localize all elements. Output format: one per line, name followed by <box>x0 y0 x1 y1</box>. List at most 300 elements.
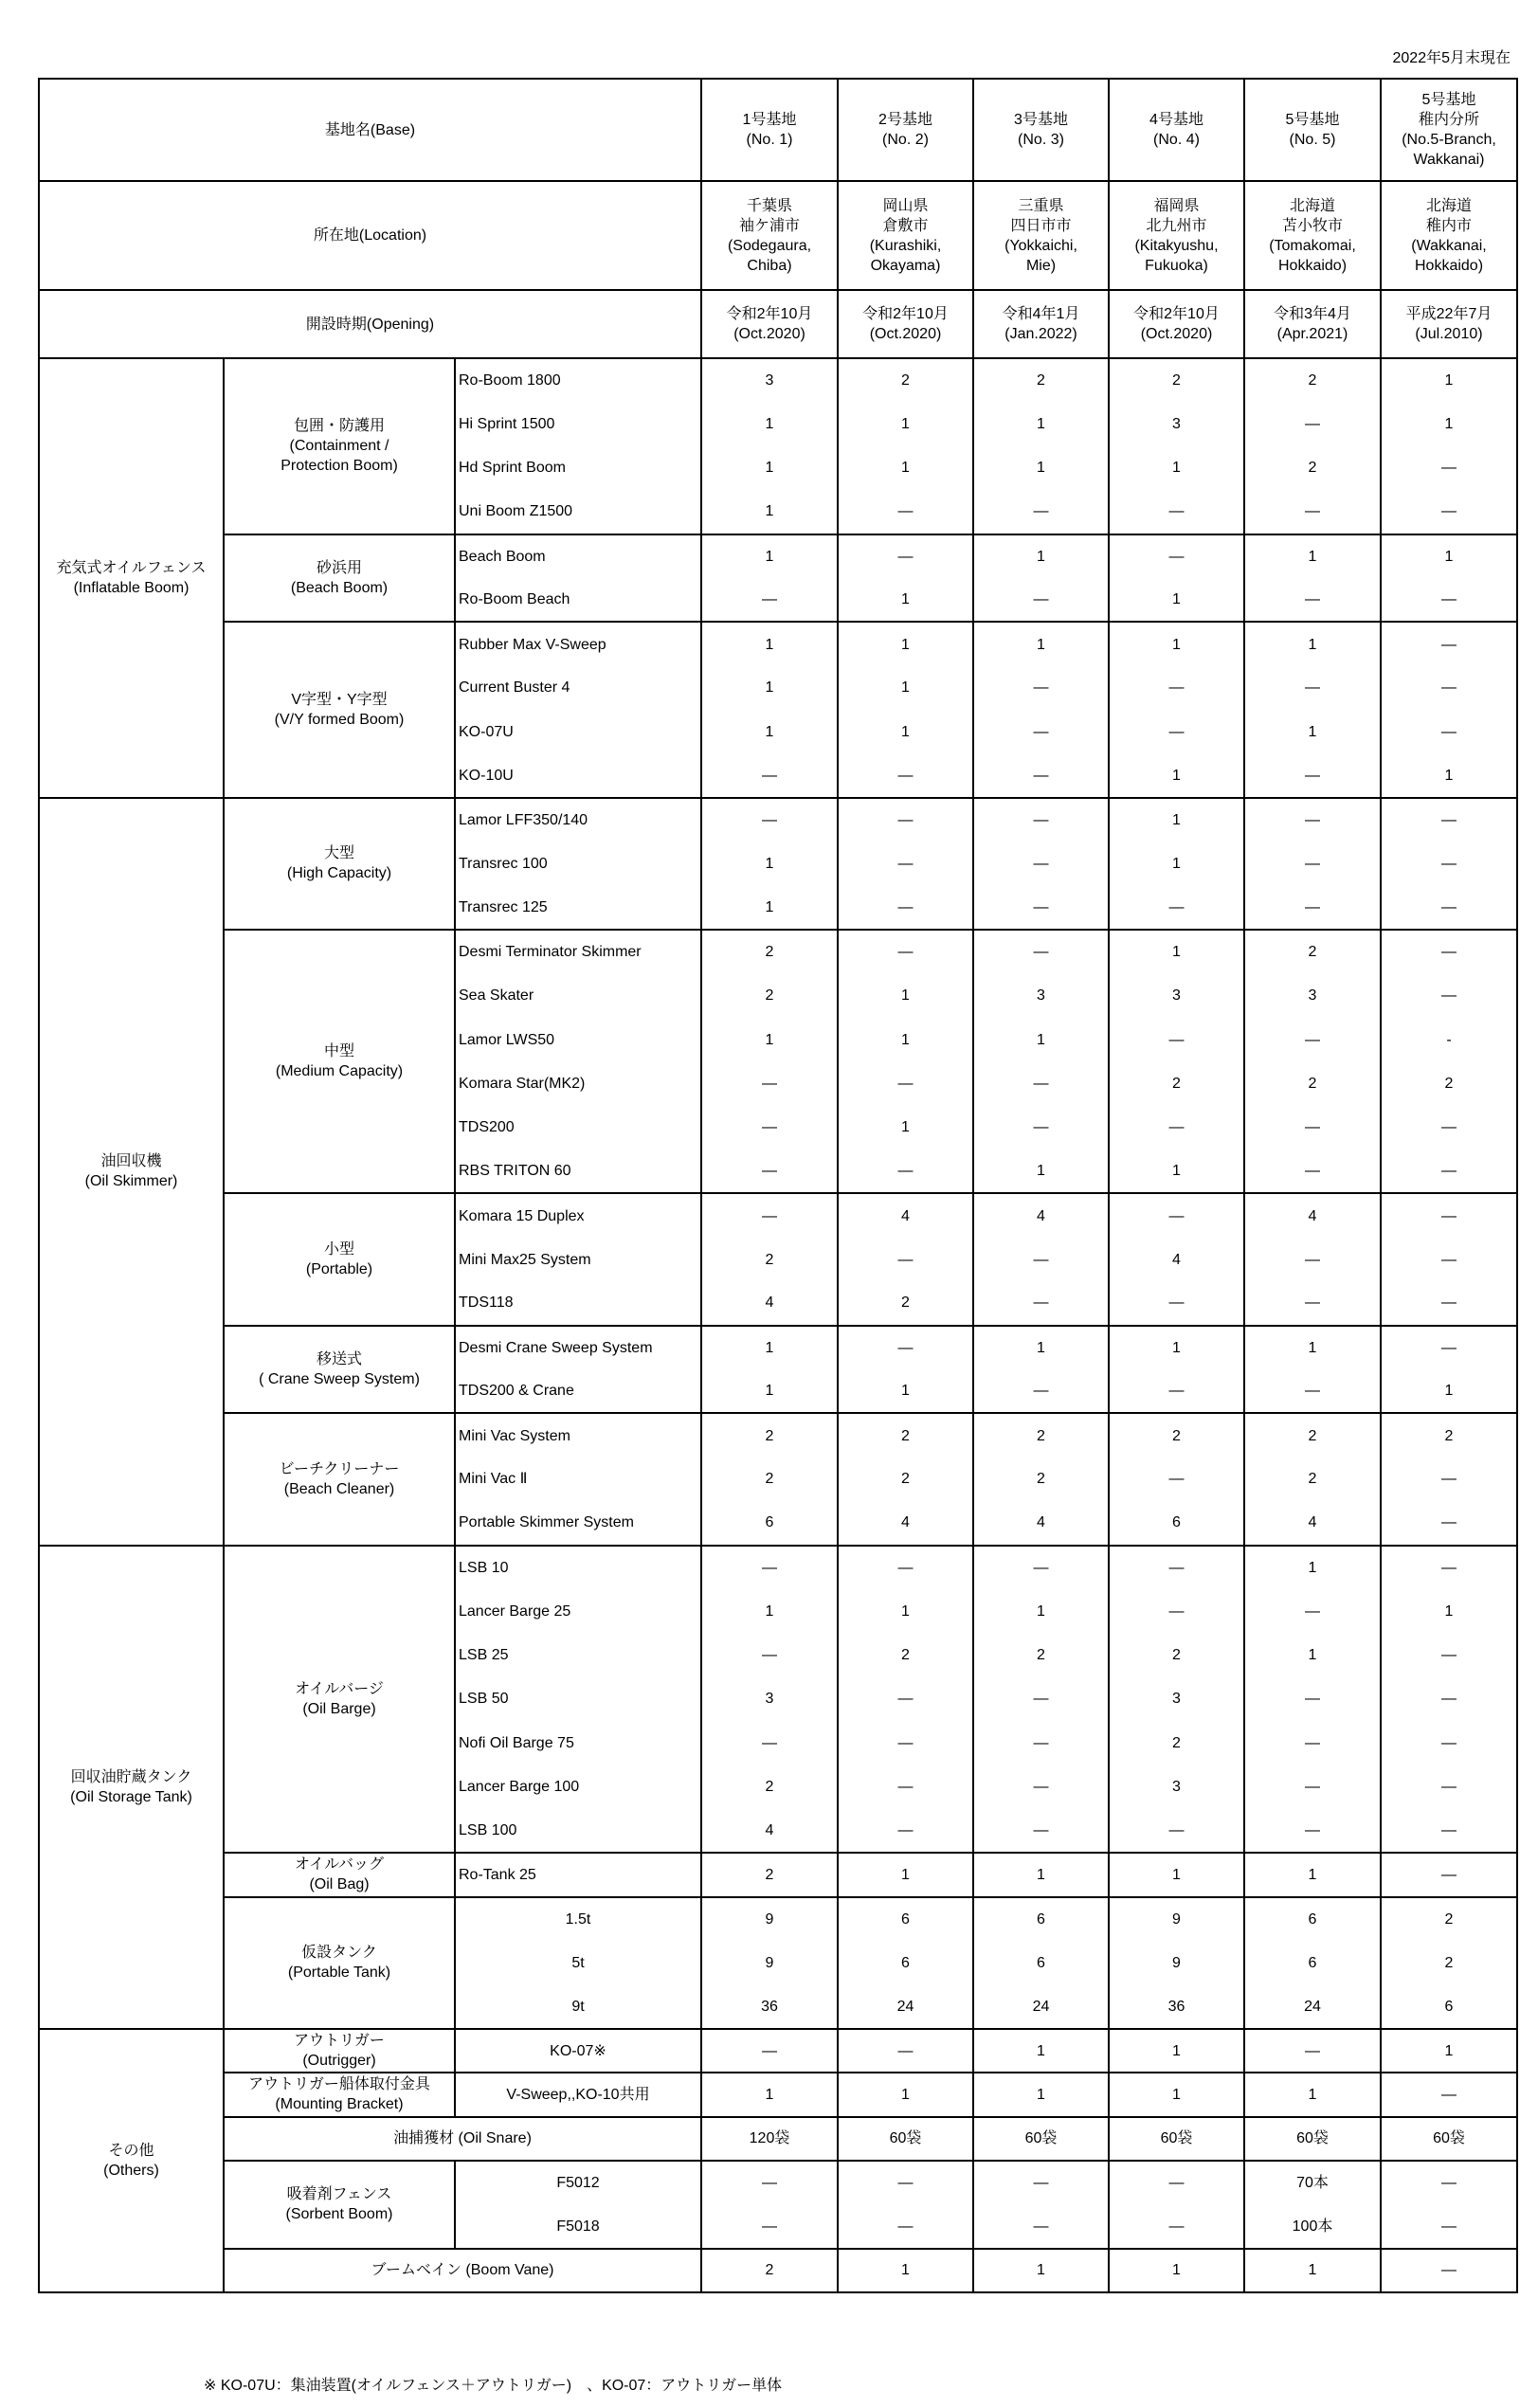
base-name-line: (No. 5) <box>1289 132 1336 148</box>
location-line: (Tomakomai, <box>1269 237 1356 254</box>
category-line: 充気式オイルフェンス <box>56 559 207 576</box>
quantity-cell: — <box>1381 930 1517 973</box>
category-skimmer <box>39 798 224 1546</box>
quantity-cell: 4 <box>701 1809 838 1853</box>
table-row <box>39 798 1517 842</box>
quantity-cell: — <box>1381 1765 1517 1809</box>
base-name-line: (No. 2) <box>882 132 929 148</box>
quantity-cell: — <box>1244 1106 1381 1150</box>
quantity-cell: — <box>1381 666 1517 710</box>
item-name: 9t <box>455 1984 701 2028</box>
quantity-cell: 1 <box>701 490 838 534</box>
quantity-cell: 1 <box>1109 798 1244 842</box>
item-name: Desmi Terminator Skimmer <box>455 930 701 973</box>
quantity-cell: 1 <box>1244 2249 1381 2292</box>
subcategory-line: (Medium Capacity) <box>275 1063 404 1080</box>
item-name: LSB 25 <box>455 1633 701 1676</box>
quantity-cell: 1 <box>973 2029 1109 2073</box>
quantity-cell: 1 <box>701 446 838 490</box>
header-location-row <box>39 181 1517 290</box>
quantity-cell: 1 <box>1381 402 1517 445</box>
quantity-cell: 1 <box>838 1106 973 1150</box>
quantity-cell: 1 <box>1381 358 1517 402</box>
location-label: 所在地(Location) <box>39 181 701 290</box>
quantity-cell: 1 <box>838 710 973 753</box>
quantity-cell: 1 <box>1109 2249 1244 2292</box>
item-name: Ro-Tank 25 <box>455 1853 701 1896</box>
quantity-cell: — <box>838 1677 973 1721</box>
quantity-cell: — <box>1109 1457 1244 1501</box>
quantity-cell: — <box>973 1061 1109 1105</box>
item-name: KO-07U <box>455 710 701 753</box>
quantity-cell: — <box>1381 1326 1517 1369</box>
location-line: Mie) <box>1025 257 1057 274</box>
location-line: 岡山県 <box>882 197 929 214</box>
category-boom <box>39 358 224 798</box>
location-line: 四日市市 <box>1010 217 1072 234</box>
quantity-cell: 3 <box>1244 973 1381 1017</box>
quantity-cell: 1 <box>701 622 838 665</box>
subcategory-line: (Portable) <box>305 1261 373 1277</box>
quantity-cell: — <box>973 842 1109 885</box>
opening-line: 令和3年4月 <box>1274 306 1351 322</box>
quantity-cell: — <box>973 2161 1109 2204</box>
table-row <box>39 2073 1517 2116</box>
quantity-cell: — <box>1244 666 1381 710</box>
quantity-cell: 24 <box>973 1984 1109 2028</box>
quantity-cell: — <box>1244 754 1381 798</box>
subcategory-beach_cleaner <box>224 1413 455 1545</box>
item-name: KO-07※ <box>455 2029 701 2073</box>
quantity-cell: — <box>1381 1457 1517 1501</box>
location-line: 北海道 <box>1425 197 1472 214</box>
quantity-cell: 1 <box>838 402 973 445</box>
subcategory-crane <box>224 1326 455 1414</box>
quantity-cell: — <box>838 798 973 842</box>
quantity-cell: — <box>701 754 838 798</box>
quantity-cell: 6 <box>1381 1984 1517 2028</box>
quantity-cell: 1 <box>1244 2073 1381 2116</box>
location-line: 稚内市 <box>1425 217 1472 234</box>
quantity-cell: — <box>973 1546 1109 1589</box>
item-name: 1.5t <box>455 1897 701 1941</box>
quantity-cell: — <box>1109 490 1244 534</box>
quantity-cell: — <box>838 1546 973 1589</box>
opening-line: 令和4年1月 <box>1002 306 1080 322</box>
quantity-cell: 2 <box>701 1413 838 1457</box>
subcategory-line: (High Capacity) <box>286 865 392 882</box>
quantity-cell: — <box>1381 578 1517 622</box>
opening-label: 開設時期(Opening) <box>39 290 701 358</box>
quantity-cell: 1 <box>838 2073 973 2116</box>
header-opening-row <box>39 290 1517 358</box>
quantity-cell: 120袋 <box>701 2117 838 2161</box>
quantity-cell: 2 <box>701 1853 838 1896</box>
opening-line: (Oct.2020) <box>869 326 942 342</box>
item-name: Lamor LWS50 <box>455 1018 701 1061</box>
location-line: 倉敷市 <box>882 217 929 234</box>
subcategory-line: (Beach Boom) <box>290 579 389 596</box>
quantity-cell: 2 <box>701 2249 838 2292</box>
opening-line: 令和2年10月 <box>1133 306 1220 322</box>
item-name: LSB 50 <box>455 1677 701 1721</box>
quantity-cell: 24 <box>1244 1984 1381 2028</box>
subcategory-high <box>224 798 455 930</box>
quantity-cell: 60袋 <box>973 2117 1109 2161</box>
table-row <box>39 2161 1517 2204</box>
subcategory-snare: 油捕獲材 (Oil Snare) <box>224 2117 701 2161</box>
location-line: 苫小牧市 <box>1281 217 1343 234</box>
quantity-cell: 2 <box>701 1238 838 1281</box>
quantity-cell: 4 <box>1109 1238 1244 1281</box>
item-name: 5t <box>455 1941 701 1984</box>
quantity-cell: — <box>1381 1546 1517 1589</box>
quantity-cell: — <box>838 1809 973 1853</box>
quantity-cell: 1 <box>1381 1369 1517 1413</box>
item-name: TDS118 <box>455 1281 701 1325</box>
location-line: 袖ケ浦市 <box>738 217 800 234</box>
quantity-cell: 1 <box>838 446 973 490</box>
item-name: Sea Skater <box>455 973 701 1017</box>
quantity-cell: — <box>1244 490 1381 534</box>
subcategory-line: (Oil Barge) <box>302 1700 376 1717</box>
base-opening <box>973 290 1109 358</box>
table-row <box>39 534 1517 578</box>
quantity-cell: — <box>1381 2249 1517 2292</box>
base-name-line: (No. 4) <box>1153 132 1200 148</box>
base-location <box>1381 181 1517 290</box>
quantity-cell: 1 <box>701 402 838 445</box>
subcategory-containment <box>224 358 455 534</box>
item-name: Beach Boom <box>455 534 701 578</box>
location-line: 北九州市 <box>1146 217 1207 234</box>
quantity-cell: 2 <box>1244 358 1381 402</box>
quantity-cell: — <box>838 1150 973 1193</box>
quantity-cell: — <box>701 2161 838 2204</box>
subcategory-line: (Portable Tank) <box>287 1964 391 1982</box>
quantity-cell: 1 <box>701 1326 838 1369</box>
table-row <box>39 2249 1517 2292</box>
quantity-cell: 1 <box>701 842 838 885</box>
opening-line: 令和2年10月 <box>726 306 813 322</box>
quantity-cell: 2 <box>838 1281 973 1325</box>
subcategory-barge <box>224 1546 455 1854</box>
quantity-cell: 9 <box>1109 1897 1244 1941</box>
base-location <box>1109 181 1244 290</box>
quantity-cell: — <box>1109 1281 1244 1325</box>
subcategory-line: オイルバッグ <box>294 1856 385 1874</box>
quantity-cell: — <box>1381 1721 1517 1765</box>
base-name-line: Wakkanai) <box>1413 152 1485 168</box>
base-name <box>1109 79 1244 181</box>
quantity-cell: 1 <box>973 622 1109 665</box>
subcategory-line: (V/Y formed Boom) <box>274 712 405 729</box>
quantity-cell: 1 <box>973 1150 1109 1193</box>
quantity-cell: — <box>1109 1546 1244 1589</box>
quantity-cell: 1 <box>838 578 973 622</box>
opening-line: (Oct.2020) <box>733 326 805 342</box>
quantity-cell: 2 <box>1381 1061 1517 1105</box>
location-line: (Kitakyushu, <box>1134 237 1219 254</box>
item-name: Hd Sprint Boom <box>455 446 701 490</box>
subcategory-line: 仮設タンク <box>301 1945 377 1962</box>
quantity-cell: 1 <box>701 1589 838 1633</box>
item-name: Transrec 100 <box>455 842 701 885</box>
item-name: TDS200 & Crane <box>455 1369 701 1413</box>
location-line: (Wakkanai, <box>1411 237 1487 254</box>
quantity-cell: 1 <box>1244 1546 1381 1589</box>
quantity-cell: — <box>1381 1238 1517 1281</box>
subcategory-line: アウトリガー船体取付金具 <box>248 2076 430 2093</box>
quantity-cell: — <box>838 842 973 885</box>
item-name: Hi Sprint 1500 <box>455 402 701 445</box>
quantity-cell: 1 <box>701 710 838 753</box>
quantity-cell: — <box>1109 1369 1244 1413</box>
quantity-cell: — <box>973 490 1109 534</box>
quantity-cell: — <box>1381 1281 1517 1325</box>
quantity-cell: 3 <box>1109 973 1244 1017</box>
subcategory-line: オイルバージ <box>295 1680 384 1697</box>
quantity-cell: — <box>1109 666 1244 710</box>
quantity-cell: 1 <box>838 1369 973 1413</box>
table-row <box>39 1326 1517 1369</box>
quantity-cell: 4 <box>838 1501 973 1545</box>
quantity-cell: — <box>973 1809 1109 1853</box>
quantity-cell: — <box>1244 1369 1381 1413</box>
quantity-cell: 2 <box>1109 1721 1244 1765</box>
subcategory-line: ( Crane Sweep System) <box>259 1370 420 1387</box>
item-name: Uni Boom Z1500 <box>455 490 701 534</box>
quantity-cell: — <box>701 1150 838 1193</box>
base-opening <box>1244 290 1381 358</box>
subcategory-line: ビーチクリーナー <box>279 1460 400 1477</box>
category-tank <box>39 1546 224 2029</box>
item-name: F5018 <box>455 2204 701 2248</box>
quantity-cell: 1 <box>973 402 1109 445</box>
opening-line: 平成22年7月 <box>1405 306 1493 322</box>
subcategory-portable_tank <box>224 1897 455 2029</box>
quantity-cell: — <box>1244 798 1381 842</box>
quantity-cell: 1 <box>1109 1150 1244 1193</box>
subcategory-line: (Sorbent Boom) <box>285 2206 393 2223</box>
subcategory-line: 移送式 <box>316 1350 362 1367</box>
quantity-cell: — <box>973 798 1109 842</box>
quantity-cell: 1 <box>838 666 973 710</box>
table-row <box>39 1897 1517 1941</box>
quantity-cell: 1 <box>973 446 1109 490</box>
location-line: (Kurashiki, <box>869 237 942 254</box>
quantity-cell: — <box>973 2204 1109 2248</box>
quantity-cell: — <box>973 578 1109 622</box>
quantity-cell: — <box>838 534 973 578</box>
quantity-cell: 1 <box>701 666 838 710</box>
quantity-cell: — <box>973 754 1109 798</box>
quantity-cell: 1 <box>701 886 838 930</box>
item-name: Komara Star(MK2) <box>455 1061 701 1105</box>
quantity-cell: 1 <box>1381 534 1517 578</box>
quantity-cell: 60袋 <box>1244 2117 1381 2161</box>
quantity-cell: — <box>1244 1721 1381 1765</box>
item-name: LSB 100 <box>455 1809 701 1853</box>
location-line: 三重県 <box>1018 197 1064 214</box>
quantity-cell: 1 <box>1244 1326 1381 1369</box>
quantity-cell: 3 <box>973 973 1109 1017</box>
quantity-cell: — <box>1381 1809 1517 1853</box>
quantity-cell: — <box>1381 1106 1517 1150</box>
quantity-cell: 1 <box>1381 1589 1517 1633</box>
quantity-cell: 1 <box>1109 622 1244 665</box>
quantity-cell: 9 <box>701 1941 838 1984</box>
subcategory-line: (Beach Cleaner) <box>283 1480 395 1497</box>
quantity-cell: 2 <box>973 1413 1109 1457</box>
base-name-line: 3号基地 <box>1014 112 1068 128</box>
quantity-cell: 4 <box>973 1501 1109 1545</box>
category-line: 回収油貯蔵タンク <box>70 1768 192 1785</box>
quantity-cell: — <box>1109 886 1244 930</box>
item-name: Desmi Crane Sweep System <box>455 1326 701 1369</box>
subcategory-beach_boom <box>224 534 455 623</box>
quantity-cell: — <box>701 798 838 842</box>
table-row <box>39 2029 1517 2073</box>
quantity-cell: — <box>838 1721 973 1765</box>
quantity-cell: 4 <box>973 1193 1109 1237</box>
quantity-cell: 2 <box>1381 1897 1517 1941</box>
quantity-cell: — <box>701 1721 838 1765</box>
quantity-cell: 36 <box>1109 1984 1244 2028</box>
subcategory-outrigger <box>224 2029 455 2073</box>
quantity-cell: 100本 <box>1244 2204 1381 2248</box>
quantity-cell: — <box>1109 1018 1244 1061</box>
quantity-cell: — <box>1109 2204 1244 2248</box>
quantity-cell: 9 <box>701 1897 838 1941</box>
quantity-cell: 1 <box>973 2249 1109 2292</box>
quantity-cell: — <box>1244 578 1381 622</box>
quantity-cell: — <box>1381 2204 1517 2248</box>
quantity-cell: 4 <box>1244 1193 1381 1237</box>
quantity-cell: 1 <box>973 1853 1109 1896</box>
base-name-line: 稚内分所 <box>1418 112 1479 128</box>
quantity-cell: 1 <box>838 2249 973 2292</box>
base-name-line: 5号基地 <box>1421 92 1476 108</box>
table-row <box>39 1193 1517 1237</box>
base-location <box>838 181 973 290</box>
quantity-cell: 1 <box>701 2073 838 2116</box>
quantity-cell: — <box>973 1238 1109 1281</box>
quantity-cell: — <box>1381 1193 1517 1237</box>
quantity-cell: 2 <box>1109 358 1244 402</box>
quantity-cell: — <box>1109 1106 1244 1150</box>
equipment-inventory-table <box>38 78 1518 2293</box>
category-line: その他 <box>108 2143 154 2160</box>
quantity-cell: 2 <box>838 1633 973 1676</box>
quantity-cell: 1 <box>701 1018 838 1061</box>
location-line: (Sodegaura, <box>727 237 812 254</box>
quantity-cell: — <box>838 2161 973 2204</box>
quantity-cell: 2 <box>1381 1941 1517 1984</box>
subcategory-line: 包囲・防護用 <box>293 418 385 435</box>
quantity-cell: — <box>1244 402 1381 445</box>
quantity-cell: — <box>838 2029 973 2073</box>
quantity-cell: — <box>1381 490 1517 534</box>
quantity-cell: — <box>973 710 1109 753</box>
quantity-cell: 2 <box>701 1765 838 1809</box>
quantity-cell: — <box>1381 2073 1517 2116</box>
quantity-cell: 1 <box>1109 2073 1244 2116</box>
footnote: ※ KO-07U：集油装置(オイルフェンス＋アウトリガー) 、KO-07：アウトリガー単体 <box>204 2378 783 2394</box>
item-name: Nofi Oil Barge 75 <box>455 1721 701 1765</box>
quantity-cell: 2 <box>1381 1413 1517 1457</box>
location-line: Hokkaido) <box>1414 257 1484 274</box>
subcategory-bracket <box>224 2073 455 2116</box>
quantity-cell: — <box>1381 973 1517 1017</box>
base-location <box>701 181 838 290</box>
quantity-cell: 1 <box>973 1018 1109 1061</box>
quantity-cell: 60袋 <box>1109 2117 1244 2161</box>
quantity-cell: — <box>1244 1809 1381 1853</box>
quantity-cell: - <box>1381 1018 1517 1061</box>
category-line: (Others) <box>103 2163 159 2180</box>
quantity-cell: 2 <box>973 1457 1109 1501</box>
quantity-cell: 24 <box>838 1984 973 2028</box>
base-name-line: (No.5-Branch, <box>1402 132 1496 148</box>
quantity-cell: — <box>973 1106 1109 1150</box>
base-opening <box>1109 290 1244 358</box>
opening-line: (Jan.2022) <box>1004 326 1077 342</box>
quantity-cell: 3 <box>701 358 838 402</box>
item-name: RBS TRITON 60 <box>455 1150 701 1193</box>
item-name: KO-10U <box>455 754 701 798</box>
table-row <box>39 1546 1517 1589</box>
quantity-cell: — <box>701 2204 838 2248</box>
quantity-cell: — <box>973 1369 1109 1413</box>
quantity-cell: 6 <box>838 1897 973 1941</box>
quantity-cell: — <box>973 1281 1109 1325</box>
category-line: (Oil Storage Tank) <box>70 1788 192 1805</box>
quantity-cell: 6 <box>838 1941 973 1984</box>
location-line: (Yokkaichi, <box>1004 237 1077 254</box>
quantity-cell: — <box>838 490 973 534</box>
quantity-cell: 2 <box>838 358 973 402</box>
quantity-cell: 1 <box>1109 1326 1244 1369</box>
quantity-cell: 2 <box>838 1413 973 1457</box>
quantity-cell: 1 <box>973 1326 1109 1369</box>
item-name: Lancer Barge 100 <box>455 1765 701 1809</box>
item-name: Current Buster 4 <box>455 666 701 710</box>
quantity-cell: — <box>1381 1633 1517 1676</box>
quantity-cell: — <box>1244 1150 1381 1193</box>
opening-line: (Oct.2020) <box>1140 326 1213 342</box>
quantity-cell: — <box>701 1633 838 1676</box>
table-row <box>39 1413 1517 1457</box>
quantity-cell: 6 <box>1244 1897 1381 1941</box>
quantity-cell: 9 <box>1109 1941 1244 1984</box>
quantity-cell: — <box>1109 2161 1244 2204</box>
quantity-cell: 1 <box>1109 1853 1244 1896</box>
quantity-cell: — <box>1244 842 1381 885</box>
quantity-cell: — <box>973 1765 1109 1809</box>
quantity-cell: 1 <box>1109 2029 1244 2073</box>
quantity-cell: — <box>973 1721 1109 1765</box>
quantity-cell: — <box>1381 1501 1517 1545</box>
item-name: Mini Max25 System <box>455 1238 701 1281</box>
quantity-cell: — <box>1381 710 1517 753</box>
subcategory-line: (Mounting Bracket) <box>275 2096 404 2113</box>
quantity-cell: 6 <box>973 1941 1109 1984</box>
item-name: Mini Vac Ⅱ <box>455 1457 701 1501</box>
quantity-cell: — <box>1244 1589 1381 1633</box>
quantity-cell: 6 <box>1244 1941 1381 1984</box>
quantity-cell: — <box>1381 798 1517 842</box>
